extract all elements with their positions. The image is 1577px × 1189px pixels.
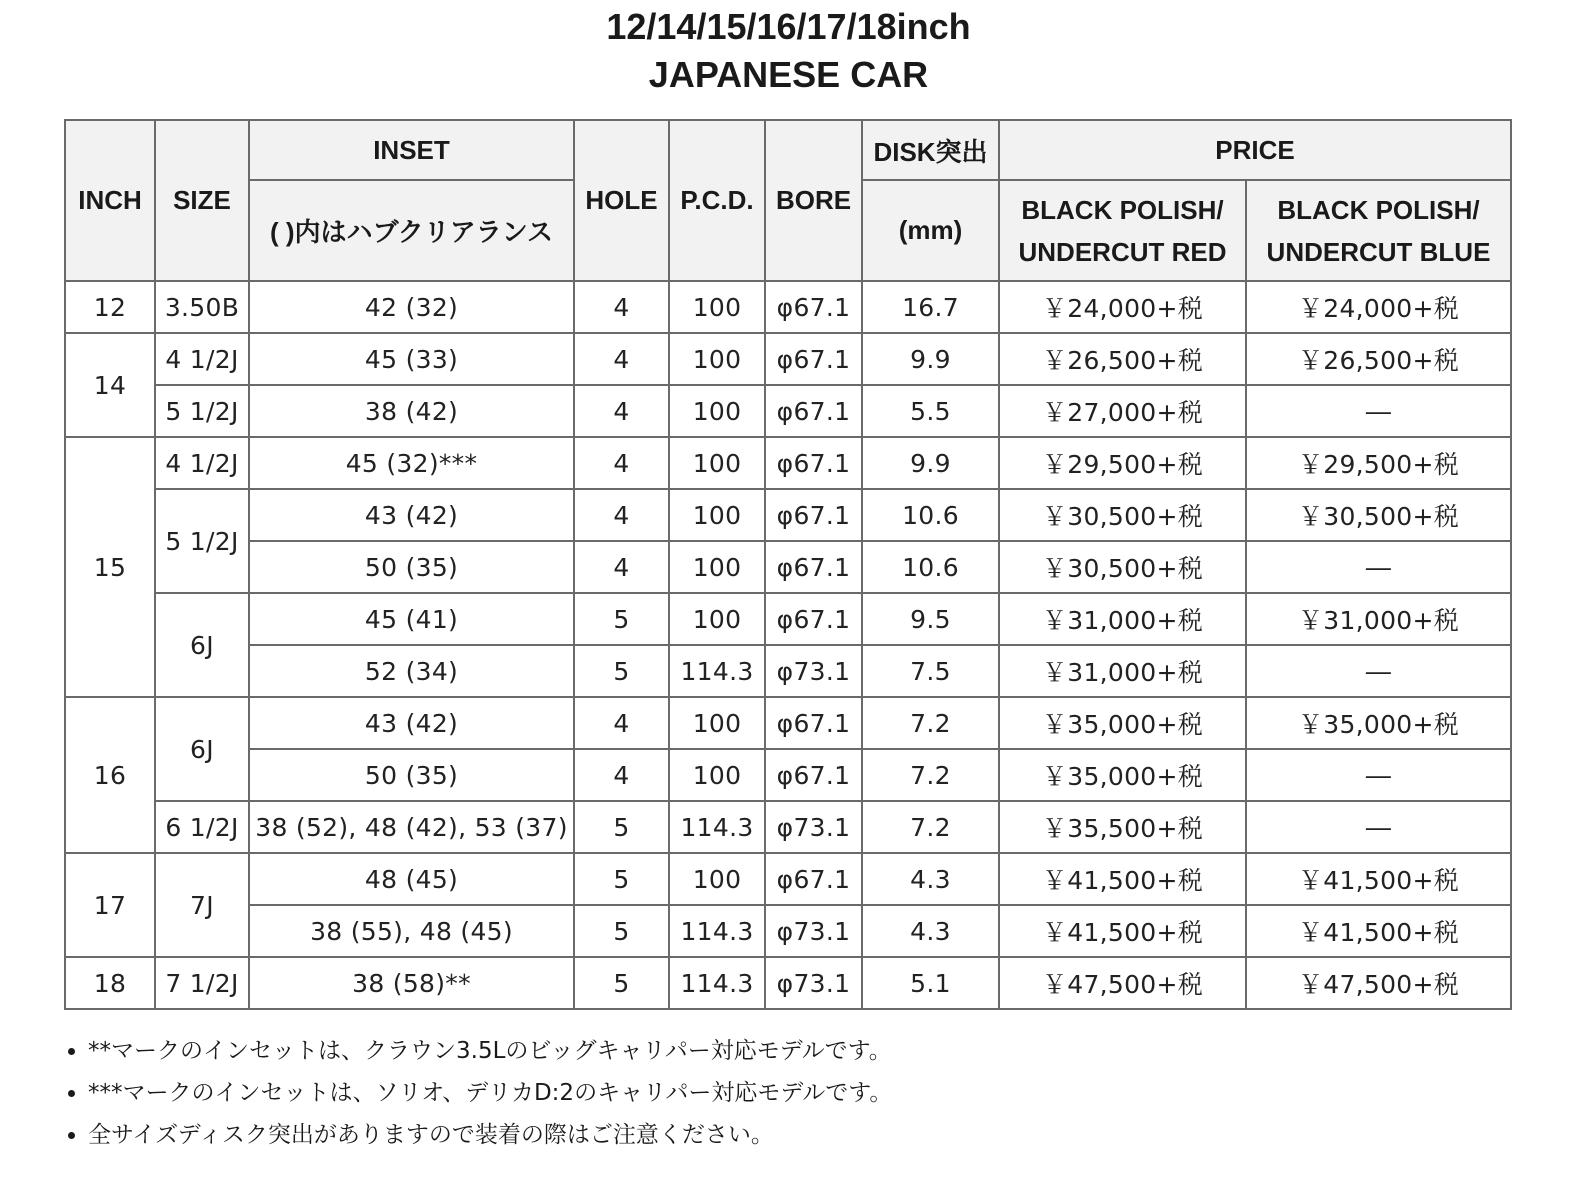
- cell-price-red: ￥24,000+税: [999, 281, 1246, 333]
- cell-bore: φ73.1: [765, 905, 862, 957]
- cell-hole: 4: [574, 385, 669, 437]
- cell-inch: 18: [65, 957, 155, 1009]
- cell-hole: 5: [574, 905, 669, 957]
- table-row: [65, 593, 1511, 645]
- cell-inset: 48 (45): [249, 853, 574, 905]
- cell-price-red: ￥31,000+税: [999, 593, 1246, 645]
- cell-bore: φ67.1: [765, 281, 862, 333]
- header-inset: INSET: [249, 120, 574, 180]
- cell-disk: 9.9: [862, 333, 999, 385]
- cell-pcd: 100: [669, 853, 765, 905]
- cell-size: 5 1/2J: [155, 385, 249, 437]
- cell-size: 6J: [155, 697, 249, 801]
- cell-size: 3.50B: [155, 281, 249, 333]
- cell-price-red: ￥41,500+税: [999, 905, 1246, 957]
- cell-price-red: ￥30,500+税: [999, 489, 1246, 541]
- cell-inch: 14: [65, 333, 155, 437]
- cell-inset: 52 (34): [249, 645, 574, 697]
- table-row: [65, 801, 1511, 853]
- cell-price-blue: ￥30,500+税: [1246, 489, 1511, 541]
- cell-hole: 4: [574, 333, 669, 385]
- cell-price-blue: ￥41,500+税: [1246, 853, 1511, 905]
- cell-hole: 4: [574, 281, 669, 333]
- cell-size: 4 1/2J: [155, 437, 249, 489]
- cell-bore: φ67.1: [765, 541, 862, 593]
- cell-price-blue: ￥29,500+税: [1246, 437, 1511, 489]
- header-bore: BORE: [765, 120, 862, 281]
- cell-price-blue: ―: [1246, 801, 1511, 853]
- cell-pcd: 114.3: [669, 905, 765, 957]
- cell-disk: 7.5: [862, 645, 999, 697]
- note-item: • 全サイズディスク突出がありますので装着の際はご注意ください。: [88, 1114, 892, 1156]
- page-title: 12/14/15/16/17/18inch: [606, 6, 971, 47]
- cell-inset: 42 (32): [249, 281, 574, 333]
- cell-price-red: ￥27,000+税: [999, 385, 1246, 437]
- cell-price-red: ￥31,000+税: [999, 645, 1246, 697]
- cell-inset: 45 (33): [249, 333, 574, 385]
- cell-pcd: 114.3: [669, 801, 765, 853]
- table-body: [65, 281, 1511, 1009]
- table-header: [65, 120, 1511, 281]
- cell-disk: 7.2: [862, 697, 999, 749]
- cell-inset: 43 (42): [249, 489, 574, 541]
- header-disk: DISK突出: [862, 120, 999, 180]
- table-row: [65, 333, 1511, 385]
- table-row: [65, 541, 1511, 593]
- cell-inset: 38 (55), 48 (45): [249, 905, 574, 957]
- cell-bore: φ67.1: [765, 489, 862, 541]
- cell-price-red: ￥35,000+税: [999, 697, 1246, 749]
- cell-price-blue: ￥41,500+税: [1246, 905, 1511, 957]
- cell-disk: 7.2: [862, 801, 999, 853]
- table-row: [65, 281, 1511, 333]
- page-subtitle: JAPANESE CAR: [648, 54, 929, 95]
- cell-pcd: 100: [669, 333, 765, 385]
- cell-price-red: ￥47,500+税: [999, 957, 1246, 1009]
- cell-size: 5 1/2J: [155, 489, 249, 593]
- cell-price-blue: ―: [1246, 645, 1511, 697]
- cell-bore: φ67.1: [765, 853, 862, 905]
- cell-pcd: 100: [669, 489, 765, 541]
- note-item: • ***マークのインセットは、ソリオ、デリカD:2のキャリパー対応モデルです。: [88, 1072, 892, 1114]
- cell-inch: 15: [65, 437, 155, 697]
- cell-pcd: 100: [669, 437, 765, 489]
- cell-price-red: ￥26,500+税: [999, 333, 1246, 385]
- cell-disk: 5.1: [862, 957, 999, 1009]
- cell-bore: φ73.1: [765, 957, 862, 1009]
- cell-hole: 4: [574, 437, 669, 489]
- header-inset-note: ( )内はハブクリアランス: [249, 180, 574, 281]
- cell-price-red: ￥35,500+税: [999, 801, 1246, 853]
- cell-pcd: 114.3: [669, 645, 765, 697]
- cell-disk: 10.6: [862, 489, 999, 541]
- cell-pcd: 114.3: [669, 957, 765, 1009]
- cell-hole: 5: [574, 957, 669, 1009]
- header-hole: HOLE: [574, 120, 669, 281]
- table-row: [65, 385, 1511, 437]
- header-price-blue: [1246, 180, 1511, 281]
- header-price-blue-line2: UNDERCUT BLUE: [1266, 236, 1491, 267]
- cell-price-red: ￥35,000+税: [999, 749, 1246, 801]
- cell-inset: 45 (41): [249, 593, 574, 645]
- table-row: [65, 853, 1511, 905]
- cell-pcd: 100: [669, 541, 765, 593]
- cell-disk: 10.6: [862, 541, 999, 593]
- cell-size: 7J: [155, 853, 249, 957]
- cell-price-blue: ―: [1246, 541, 1511, 593]
- table-row: [65, 697, 1511, 749]
- cell-bore: φ67.1: [765, 333, 862, 385]
- cell-hole: 4: [574, 749, 669, 801]
- table-row: [65, 645, 1511, 697]
- table-row: [65, 489, 1511, 541]
- cell-price-red: ￥30,500+税: [999, 541, 1246, 593]
- table-row: [65, 437, 1511, 489]
- cell-disk: 16.7: [862, 281, 999, 333]
- cell-inset: 50 (35): [249, 541, 574, 593]
- cell-inch: 12: [65, 281, 155, 333]
- cell-pcd: 100: [669, 593, 765, 645]
- cell-hole: 4: [574, 541, 669, 593]
- cell-hole: 5: [574, 801, 669, 853]
- cell-hole: 5: [574, 853, 669, 905]
- wheel-spec-table: [64, 119, 1512, 1010]
- header-pcd: P.C.D.: [669, 120, 765, 281]
- cell-disk: 9.9: [862, 437, 999, 489]
- note-item: • **マークのインセットは、クラウン3.5Lのビッグキャリパー対応モデルです。: [88, 1030, 892, 1072]
- header-price-red-line2: UNDERCUT RED: [1018, 236, 1227, 267]
- cell-price-blue: ￥31,000+税: [1246, 593, 1511, 645]
- cell-size: 6 1/2J: [155, 801, 249, 853]
- cell-pcd: 100: [669, 385, 765, 437]
- cell-bore: φ73.1: [765, 645, 862, 697]
- cell-price-red: ￥41,500+税: [999, 853, 1246, 905]
- cell-bore: φ67.1: [765, 749, 862, 801]
- cell-price-blue: ￥47,500+税: [1246, 957, 1511, 1009]
- cell-inset: 38 (52), 48 (42), 53 (37): [249, 801, 574, 853]
- table-row: [65, 905, 1511, 957]
- cell-hole: 5: [574, 645, 669, 697]
- cell-pcd: 100: [669, 281, 765, 333]
- header-price: PRICE: [999, 120, 1511, 180]
- cell-disk: 4.3: [862, 905, 999, 957]
- cell-price-blue: ―: [1246, 749, 1511, 801]
- cell-price-blue: ￥35,000+税: [1246, 697, 1511, 749]
- cell-inch: 17: [65, 853, 155, 957]
- table-row: [65, 749, 1511, 801]
- cell-disk: 7.2: [862, 749, 999, 801]
- cell-bore: φ67.1: [765, 697, 862, 749]
- cell-price-blue: ￥24,000+税: [1246, 281, 1511, 333]
- cell-hole: 4: [574, 489, 669, 541]
- cell-bore: φ67.1: [765, 593, 862, 645]
- header-disk-unit: (mm): [862, 180, 999, 281]
- cell-price-red: ￥29,500+税: [999, 437, 1246, 489]
- cell-size: 6J: [155, 593, 249, 697]
- cell-inset: 38 (42): [249, 385, 574, 437]
- cell-bore: φ67.1: [765, 385, 862, 437]
- cell-inch: 16: [65, 697, 155, 853]
- header-inch: INCH: [65, 120, 155, 281]
- cell-disk: 5.5: [862, 385, 999, 437]
- header-price-blue-line1: BLACK POLISH/: [1277, 194, 1480, 225]
- cell-disk: 4.3: [862, 853, 999, 905]
- cell-pcd: 100: [669, 749, 765, 801]
- cell-inset: 45 (32)***: [249, 437, 574, 489]
- cell-price-blue: ￥26,500+税: [1246, 333, 1511, 385]
- header-price-red-line1: BLACK POLISH/: [1021, 194, 1224, 225]
- cell-inset: 50 (35): [249, 749, 574, 801]
- cell-inset: 43 (42): [249, 697, 574, 749]
- cell-inset: 38 (58)**: [249, 957, 574, 1009]
- cell-size: 4 1/2J: [155, 333, 249, 385]
- header-size: SIZE: [155, 120, 249, 281]
- notes-list: [60, 1030, 892, 1156]
- cell-bore: φ73.1: [765, 801, 862, 853]
- table-row: [65, 957, 1511, 1009]
- cell-bore: φ67.1: [765, 437, 862, 489]
- cell-price-blue: ―: [1246, 385, 1511, 437]
- cell-pcd: 100: [669, 697, 765, 749]
- cell-size: 7 1/2J: [155, 957, 249, 1009]
- cell-hole: 5: [574, 593, 669, 645]
- header-price-red: [999, 180, 1246, 281]
- cell-hole: 4: [574, 697, 669, 749]
- cell-disk: 9.5: [862, 593, 999, 645]
